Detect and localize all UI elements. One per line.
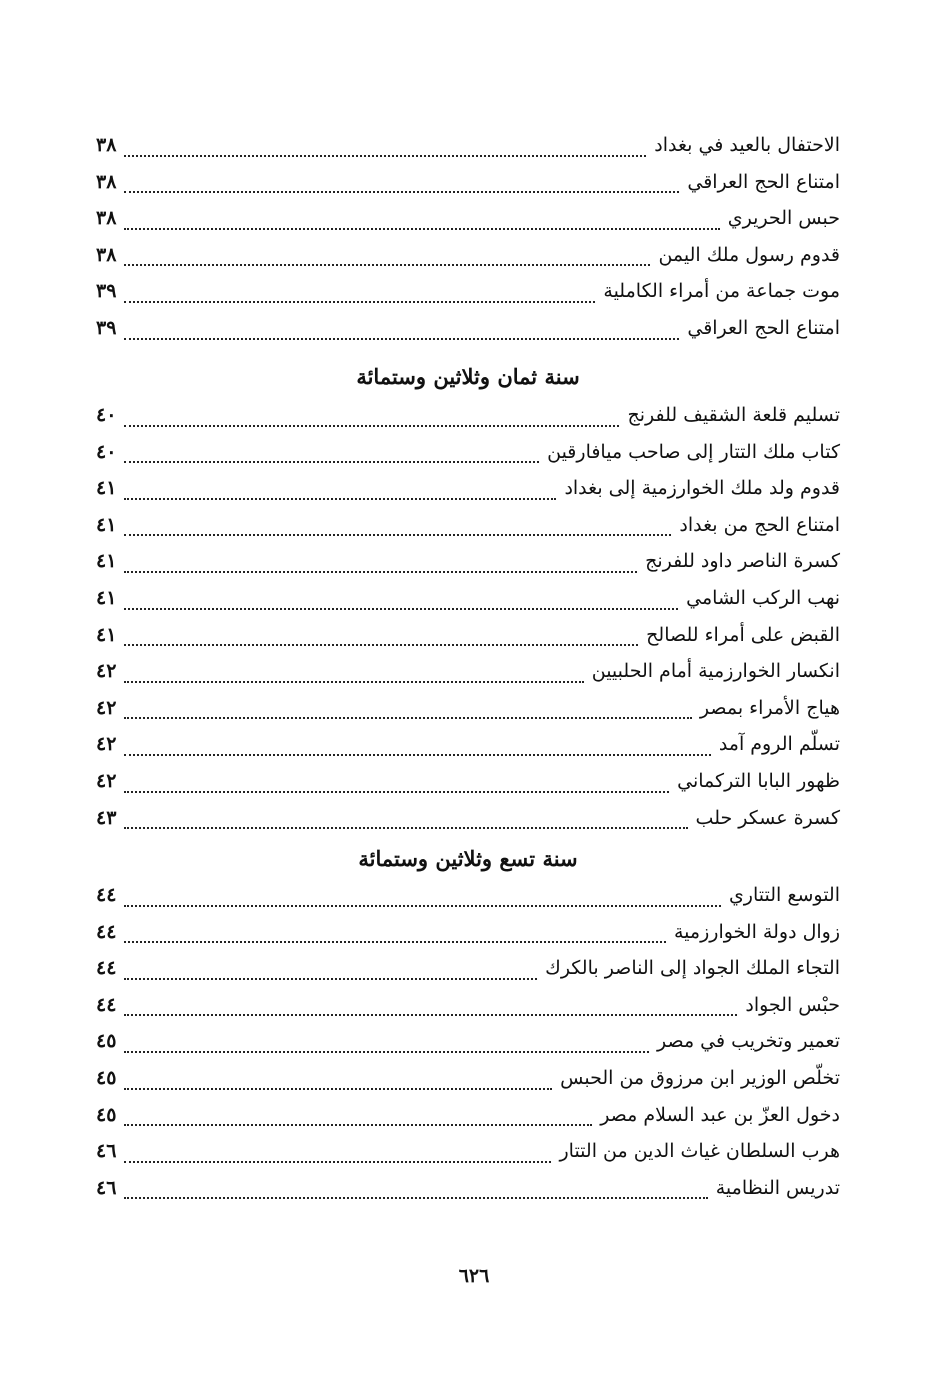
toc-entry-title: تخلّص الوزير ابن مرزوق من الحبس xyxy=(560,1066,840,1089)
toc-entry-title: هرب السلطان غياث الدين من التتار xyxy=(559,1140,840,1163)
dot-leader xyxy=(124,533,671,536)
toc-entry-page-number: ٤٠ xyxy=(96,404,117,426)
toc-entry-title: كسرة الناصر داود للفرنج xyxy=(645,550,840,573)
dot-leader xyxy=(124,190,679,193)
toc-entry-page-number: ٣٨ xyxy=(96,134,117,156)
toc-entry-page-number: ٤٣ xyxy=(96,806,117,829)
toc-entry-page-number: ٤٥ xyxy=(96,1030,117,1053)
dot-leader xyxy=(124,1196,708,1199)
toc-entry xyxy=(96,807,840,844)
toc-entry-title: تسليم قلعة الشقيف للفرنج xyxy=(627,404,840,426)
toc-entry-page-number: ٤٢ xyxy=(96,733,117,756)
toc-entry-page-number: ٤٠ xyxy=(96,440,117,463)
dot-leader xyxy=(124,460,539,463)
section-heading-year-638: سنة ثمان وثلاثين وستمائة xyxy=(356,364,580,389)
toc-entry-title: انكسار الخوارزمية أمام الحلبيين xyxy=(591,660,840,683)
toc-entry-title: حبس الحريري xyxy=(727,207,840,230)
toc-entry-page-number: ٤٢ xyxy=(96,696,117,719)
toc-entry xyxy=(96,280,840,317)
toc-entry-page-number: ٤١ xyxy=(96,550,117,573)
dot-leader xyxy=(124,1123,592,1126)
dot-leader xyxy=(124,680,584,683)
toc-entry-page-number: ٣٩ xyxy=(96,316,117,339)
toc-entry-page-number: ٣٨ xyxy=(96,207,117,230)
dot-leader xyxy=(124,643,638,646)
dot-leader xyxy=(124,1087,552,1090)
toc-entry-title: قدوم رسول ملك اليمن xyxy=(658,243,840,266)
toc-entry-title: امتناع الحج من بغداد xyxy=(679,513,840,536)
dot-leader xyxy=(124,1160,551,1163)
toc-entry-title: هياج الأمراء بمصر xyxy=(699,696,840,719)
toc-entry-title: كتاب ملك التتار إلى صاحب ميافارقين xyxy=(547,440,840,463)
toc-entry-page-number: ٤٦ xyxy=(96,1140,117,1163)
toc-entry-title: التجاء الملك الجواد إلى الناصر بالكرك xyxy=(545,957,840,980)
toc-entry-page-number: ٤٦ xyxy=(96,1176,117,1199)
toc-entry xyxy=(96,134,840,171)
page-number: ٦٢٦ xyxy=(458,1265,490,1287)
dot-leader xyxy=(124,977,537,980)
dot-leader xyxy=(124,570,637,573)
toc-entry-title: امتناع الحج العراقي xyxy=(687,316,840,339)
toc-entry-page-number: ٤٥ xyxy=(96,1103,117,1126)
toc-entry-title: زوال دولة الخوارزمية xyxy=(674,920,840,943)
toc-entry-page-number: ٤١ xyxy=(96,623,117,646)
toc-entry-page-number: ٤٥ xyxy=(96,1066,117,1089)
toc-entry-title: حبْس الجواد xyxy=(745,993,840,1016)
toc-entry-title: الاحتفال بالعيد في بغداد xyxy=(654,134,840,156)
toc-entry-page-number: ٣٨ xyxy=(96,170,117,193)
toc-entry-title: تسلّم الروم آمد xyxy=(718,733,840,756)
dot-leader xyxy=(124,790,669,793)
toc-entry-page-number: ٤١ xyxy=(96,477,117,500)
toc-entry-title: تعمير وتخريب في مصر xyxy=(657,1030,840,1053)
toc-entry xyxy=(96,207,840,244)
dot-leader xyxy=(124,716,692,719)
toc-entry-page-number: ٤٤ xyxy=(96,957,117,980)
dot-leader xyxy=(124,497,556,500)
toc-entry xyxy=(96,550,840,587)
toc-entry xyxy=(96,884,840,921)
toc-entry xyxy=(96,244,840,281)
toc-entry-title: تدريس النظامية xyxy=(715,1176,840,1199)
toc-entry-title: كسرة عسكر حلب xyxy=(695,806,840,829)
toc-entry-page-number: ٤٢ xyxy=(96,660,117,683)
toc-entry xyxy=(96,1140,840,1177)
dot-leader xyxy=(124,607,678,610)
toc-entry xyxy=(96,514,840,551)
toc-entry xyxy=(96,1104,840,1141)
toc-entry-title: امتناع الحج العراقي xyxy=(687,170,840,193)
toc-section-year-638 xyxy=(96,404,840,843)
toc-entry-page-number: ٣٨ xyxy=(96,243,117,266)
dot-leader xyxy=(124,154,646,157)
toc-entry-page-number: ٤١ xyxy=(96,513,117,536)
toc-entry-page-number: ٤٢ xyxy=(96,769,117,792)
dot-leader xyxy=(124,300,595,303)
toc-entry-title: دخول العزّ بن عبد السلام مصر xyxy=(600,1103,840,1126)
toc-entry xyxy=(96,697,840,734)
toc-entry xyxy=(96,733,840,770)
toc-entry xyxy=(96,1177,840,1214)
toc-entry xyxy=(96,1067,840,1104)
toc-entry-page-number: ٤٤ xyxy=(96,993,117,1016)
toc-entry xyxy=(96,171,840,208)
dot-leader xyxy=(124,337,679,340)
toc-entry-title: موت جماعة من أمراء الكاملية xyxy=(603,280,840,303)
toc-entry-page-number: ٤١ xyxy=(96,586,117,609)
dot-leader xyxy=(124,263,650,266)
toc-entry-title: نهب الركب الشامي xyxy=(686,586,840,609)
dot-leader xyxy=(124,940,666,943)
toc-entry-page-number: ٤٤ xyxy=(96,884,117,906)
dot-leader xyxy=(124,1013,737,1016)
dot-leader xyxy=(124,424,619,427)
toc-entry xyxy=(96,994,840,1031)
toc-entry xyxy=(96,441,840,478)
toc-entry-title: القبض على أمراء للصالح xyxy=(646,623,840,646)
toc-entry xyxy=(96,587,840,624)
toc-entry-title: ظهور البابا التركماني xyxy=(677,769,840,792)
toc-entry xyxy=(96,921,840,958)
toc-entry xyxy=(96,477,840,514)
toc-entry xyxy=(96,624,840,661)
dot-leader xyxy=(124,227,720,230)
toc-entry-page-number: ٤٤ xyxy=(96,920,117,943)
toc-section-continued xyxy=(96,134,840,354)
toc-entry xyxy=(96,1030,840,1067)
toc-entry xyxy=(96,770,840,807)
dot-leader xyxy=(124,904,721,907)
toc-entry-title: قدوم ولد ملك الخوارزمية إلى بغداد xyxy=(564,477,840,500)
toc-entry xyxy=(96,957,840,994)
dot-leader xyxy=(124,753,711,756)
toc-section-year-639 xyxy=(96,884,840,1213)
toc-entry xyxy=(96,404,840,441)
toc-entry-page-number: ٣٩ xyxy=(96,280,117,303)
toc-entry-title: التوسع التتاري xyxy=(728,884,840,906)
toc-entry xyxy=(96,317,840,354)
dot-leader xyxy=(124,826,688,829)
section-heading-year-639: سنة تسع وثلاثين وستمائة xyxy=(358,846,578,871)
dot-leader xyxy=(124,1050,649,1053)
toc-entry xyxy=(96,660,840,697)
